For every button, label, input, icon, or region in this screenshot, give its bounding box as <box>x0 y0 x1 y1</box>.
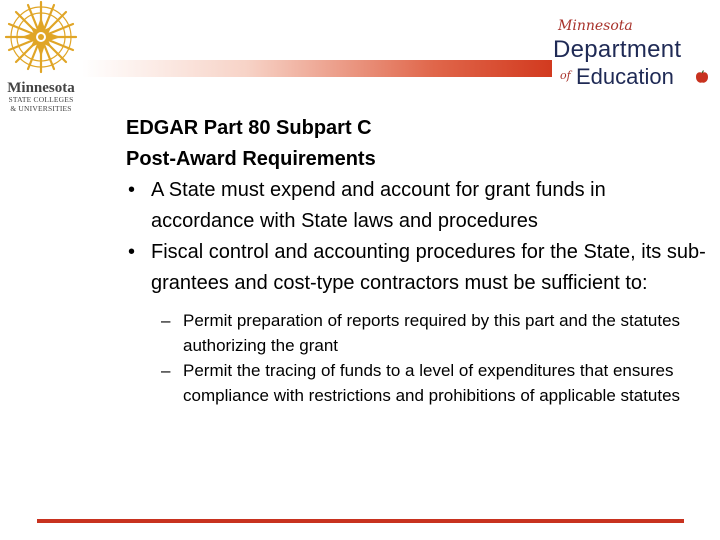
slide-content <box>126 113 706 408</box>
mde-logo <box>548 18 720 90</box>
sub-bullet-marker: – <box>161 361 171 380</box>
mnscu-subtitle <box>0 96 82 113</box>
mde-minnesota-script: Minnesota <box>558 18 633 34</box>
slide-title-line2: Post-Award Requirements <box>126 148 376 170</box>
mnscu-logo <box>0 0 82 120</box>
sub-bullet-item <box>161 358 706 408</box>
header-gradient-bar <box>82 60 552 77</box>
sub-bullet-list <box>126 308 706 408</box>
star-logo-icon <box>2 0 80 74</box>
mnscu-subtitle-line1: STATE COLLEGES <box>8 95 74 104</box>
mde-department-text: Department <box>553 36 682 63</box>
sub-bullet-text: Permit the tracing of funds to a level of expenditures that ensures compliance with restrictions and prohibitions of applicable statutes <box>183 361 681 405</box>
sub-bullet-marker: – <box>161 311 171 330</box>
bullet-item <box>126 175 706 237</box>
sub-bullet-item <box>161 308 706 358</box>
bullet-marker: • <box>128 179 136 201</box>
bullet-text: Fiscal control and accounting procedures for the State, its sub-grantees and cost-type contractors must be sufficient to: <box>151 241 706 294</box>
mnscu-subtitle-line2: & UNIVERSITIES <box>10 103 72 113</box>
sub-bullet-text: Permit preparation of reports required by this part and the statutes authorizing the grant <box>183 311 681 355</box>
bullet-text: A State must expend and account for grant funds in accordance with State laws and procedures <box>151 179 606 232</box>
bullet-item <box>126 237 706 299</box>
slide-title-line1: EDGAR Part 80 Subpart C <box>126 117 372 139</box>
mde-of-script: of <box>560 69 571 82</box>
mde-education-text: Education <box>576 64 674 89</box>
bullet-marker: • <box>128 241 136 263</box>
mnscu-name: Minnesota <box>7 80 75 96</box>
apple-icon <box>695 70 709 84</box>
footer-rule <box>37 519 684 523</box>
